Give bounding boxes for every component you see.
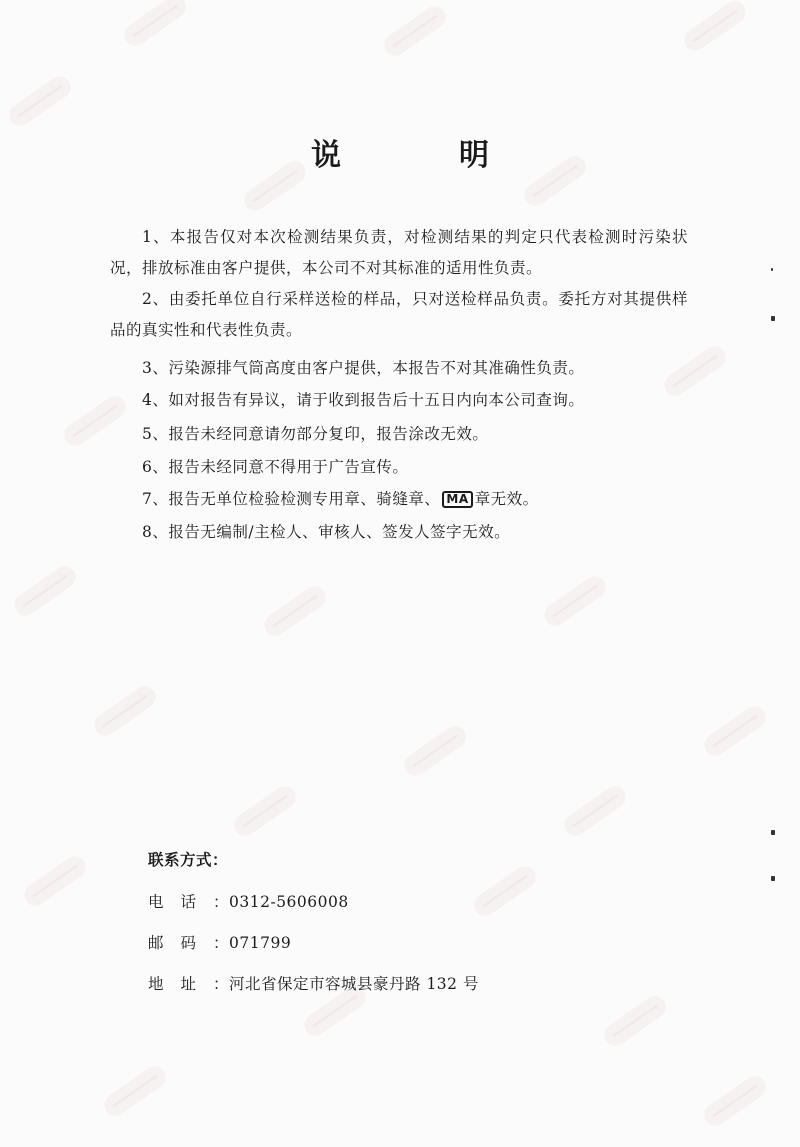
contact-address-label: 地址 <box>148 975 214 993</box>
contact-phone <box>148 890 349 912</box>
cma-mark-icon: MA <box>442 491 472 508</box>
note-item-7-after: 章无效。 <box>474 490 539 508</box>
note-item-8: 8、报告无编制/主检人、审核人、签发人签字无效。 <box>142 523 511 541</box>
note-item-4: 4、如对报告有异议，请于收到报告后十五日内向本公司查询。 <box>142 391 585 409</box>
scan-mark <box>771 268 773 271</box>
contact-phone-value: ：0312-5606008 <box>213 893 349 911</box>
contact-address <box>148 972 479 994</box>
note-item-7 <box>110 484 688 515</box>
contact-heading: 联系方式： <box>148 850 229 869</box>
scan-mark <box>771 876 775 881</box>
page-title: 说 明 <box>311 138 533 173</box>
note-item-2: 2、由委托单位自行采样送检的样品，只对送检样品负责。委托方对其提供样品的真实性和代表性负责。 <box>110 290 688 339</box>
contact-address-value: ：河北省保定市容城县豪丹路 132 号 <box>213 975 479 993</box>
scan-mark <box>771 316 775 321</box>
note-item-3: 3、污染源排气筒高度由客户提供，本报告不对其准确性负责。 <box>142 359 585 377</box>
note-item-5: 5、报告未经同意请勿部分复印，报告涂改无效。 <box>142 425 489 443</box>
contact-postcode <box>148 931 291 953</box>
scan-mark <box>771 830 775 835</box>
contact-phone-label: 电话 <box>148 893 214 911</box>
note-item-6: 6、报告未经同意不得用于广告宣传。 <box>142 458 409 476</box>
contact-postcode-label: 邮码 <box>148 934 214 952</box>
note-item-7-before: 7、报告无单位检验检测专用章、骑缝章、 <box>142 490 441 508</box>
contact-postcode-value: ：071799 <box>213 934 292 952</box>
note-item-1: 1、本报告仅对本次检测结果负责，对检测结果的判定只代表检测时污染状况，排放标准由客户提供，本公司不对其标准的适用性负责。 <box>110 228 688 277</box>
